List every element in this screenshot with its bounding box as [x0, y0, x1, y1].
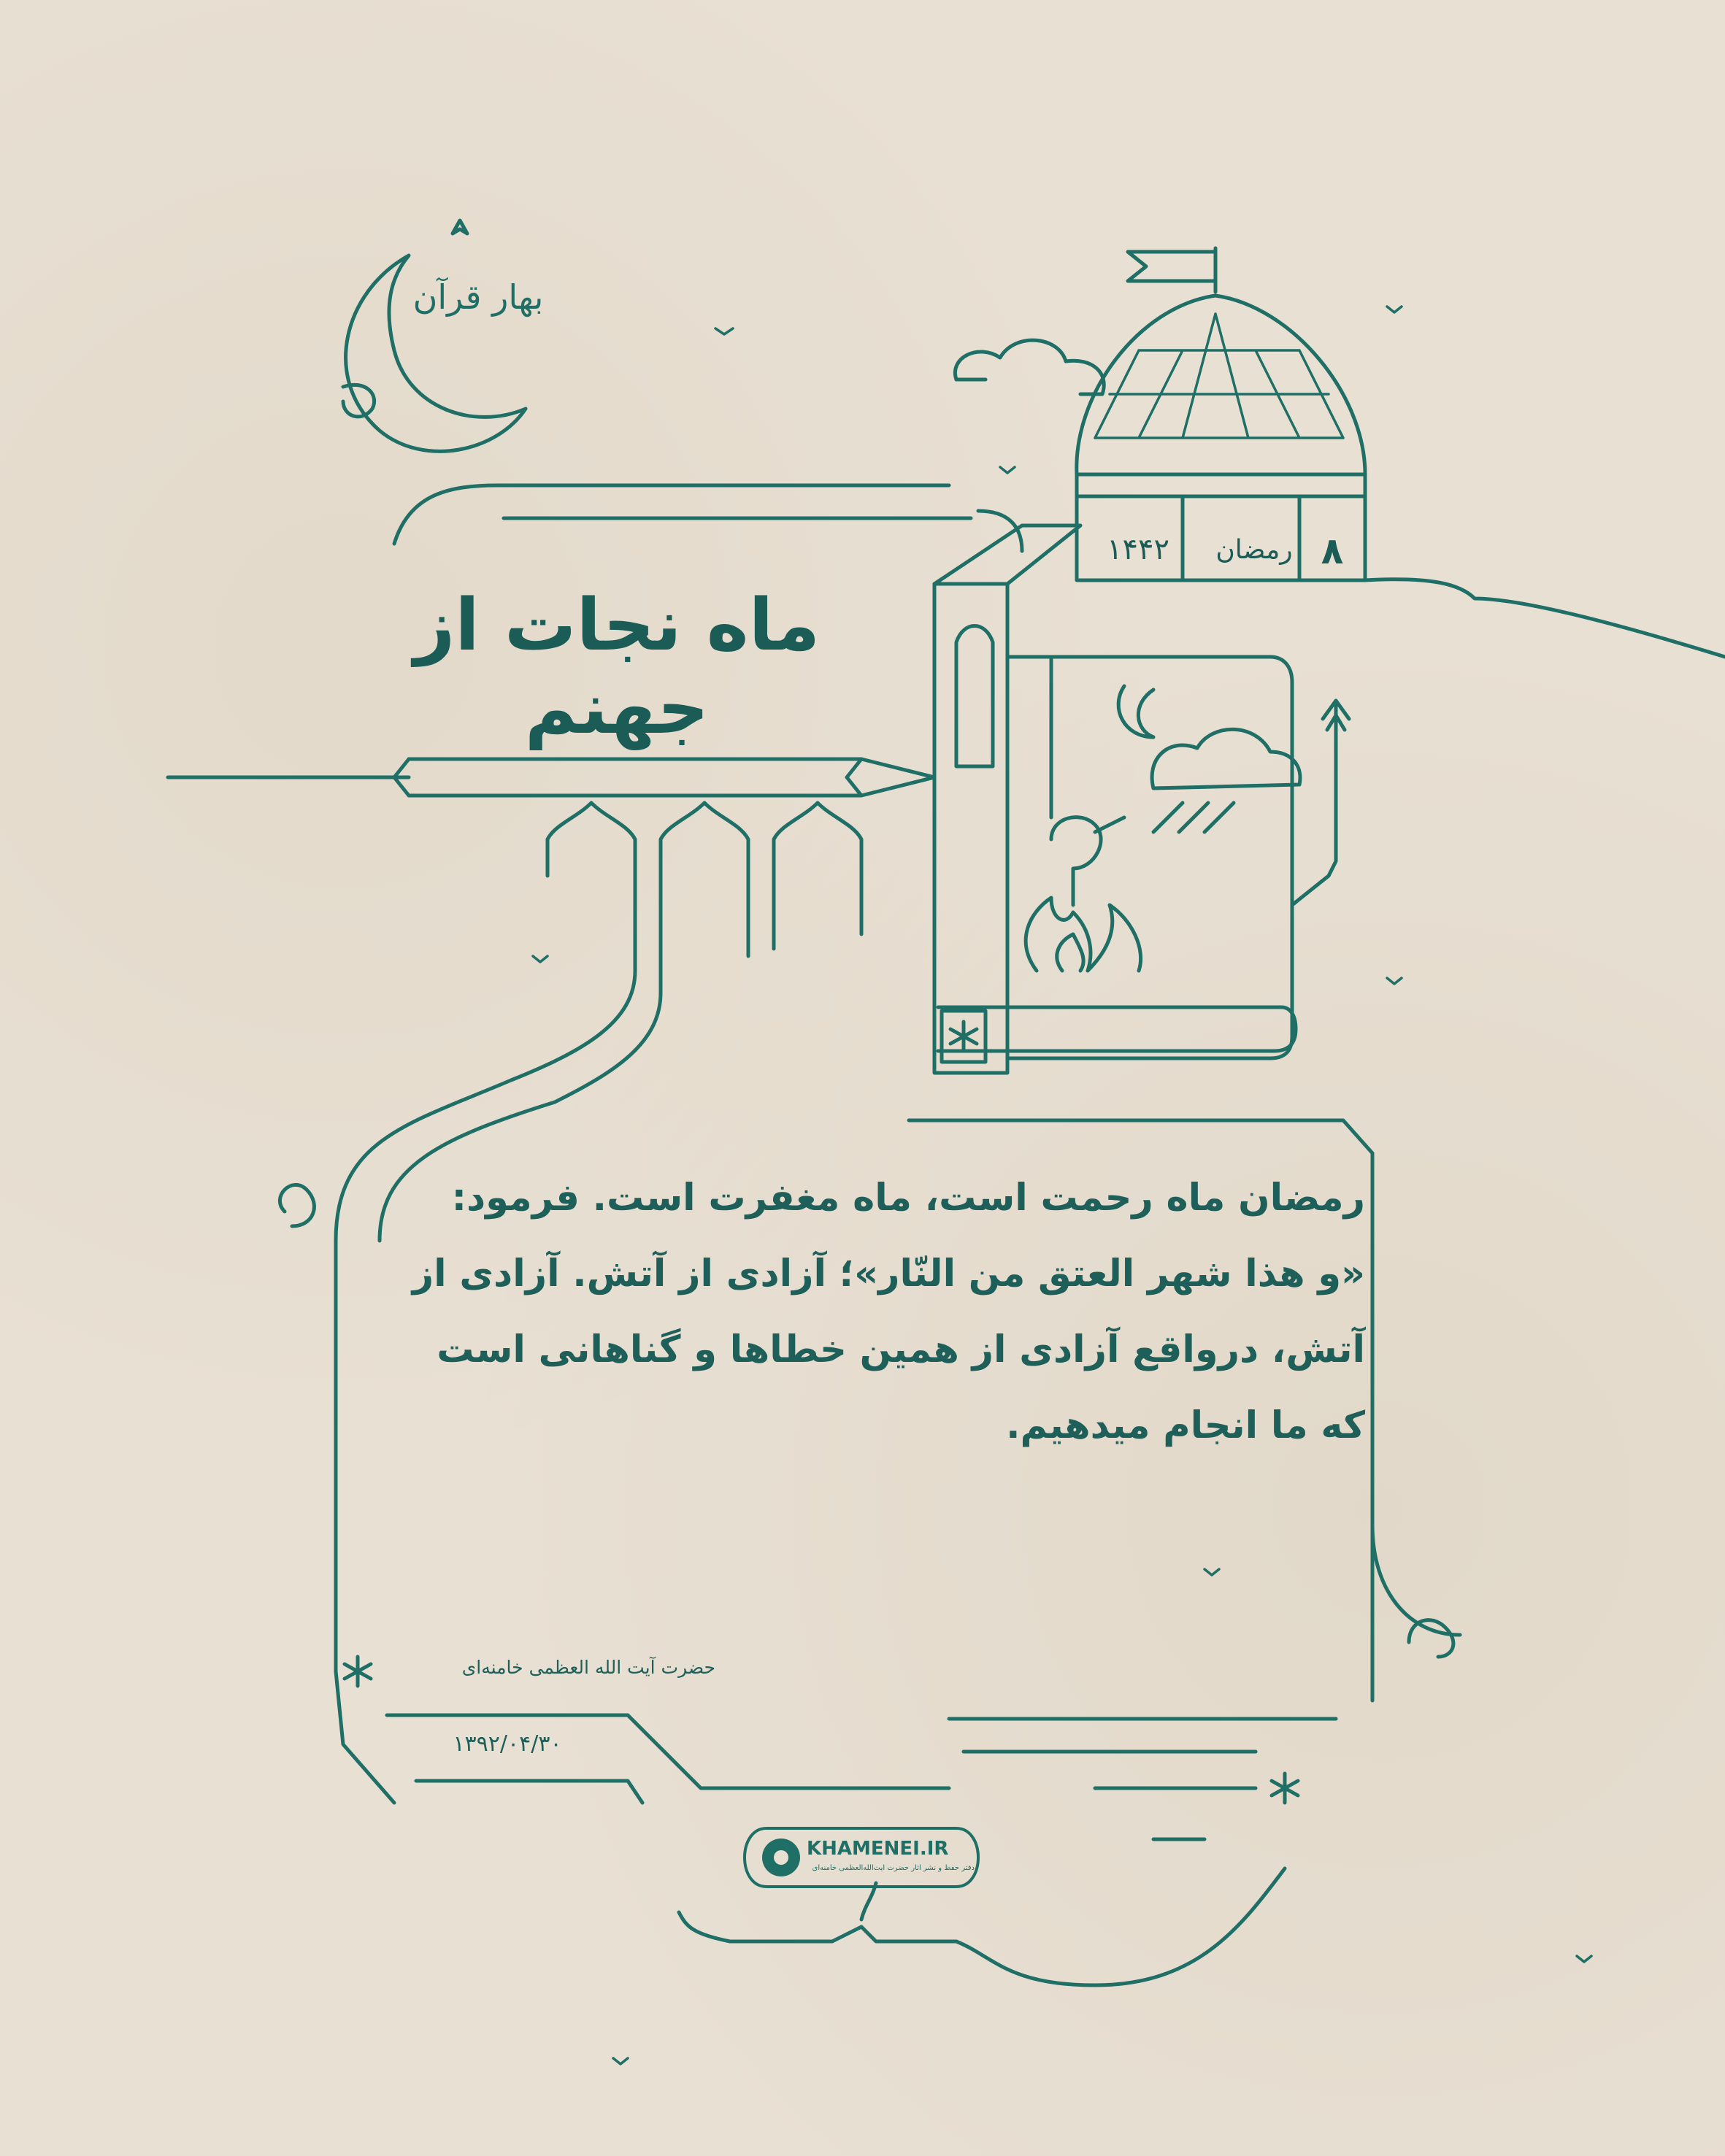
brand-name: KHAMENEI.IR	[807, 1838, 949, 1860]
book-icon	[934, 525, 1080, 1073]
fire-icon	[1026, 898, 1140, 971]
arches	[548, 803, 861, 993]
date-month: رمضان	[1215, 535, 1293, 565]
quote-line: «و هذا شهر العتق من النّار»؛ آزادی از آتش. آزادی از	[412, 1252, 1365, 1295]
logo-text: بهار قرآن	[412, 277, 544, 317]
quote-line: رمضان ماه رحمت است، ماه مغفرت است. فرمود:	[451, 1177, 1365, 1220]
speech-date: ۱۳۹۲/۰۴/۳۰	[453, 1731, 562, 1757]
brand-logo	[737, 1817, 986, 1898]
date-year: ۱۴۴۲	[1107, 533, 1169, 566]
rain-cloud-icon	[1118, 686, 1300, 832]
quote-line: آتش، درواقع آزادی از همین خطاها و گناهانی است	[437, 1328, 1365, 1371]
crescent-moon-icon	[343, 220, 526, 451]
date-day: ۸	[1321, 530, 1344, 572]
arrow-icon	[1292, 701, 1349, 905]
speaker-name: حضرت آیت الله العظمی خامنه‌ای	[461, 1657, 715, 1678]
cloud-icon	[955, 340, 1104, 394]
quote-text	[380, 1160, 1365, 1464]
flag-icon	[1128, 248, 1215, 292]
page-title: ماه نجات از جهنم	[413, 584, 821, 750]
brand-subtitle: دفتر حفظ و نشر آثار حضرت آیت‌الله‌العظمی خامنه‌ای	[812, 1864, 975, 1872]
quote-line: که ما انجام میدهیم.	[1006, 1404, 1365, 1447]
person-icon	[1051, 817, 1124, 905]
star-icon	[950, 1022, 977, 1051]
